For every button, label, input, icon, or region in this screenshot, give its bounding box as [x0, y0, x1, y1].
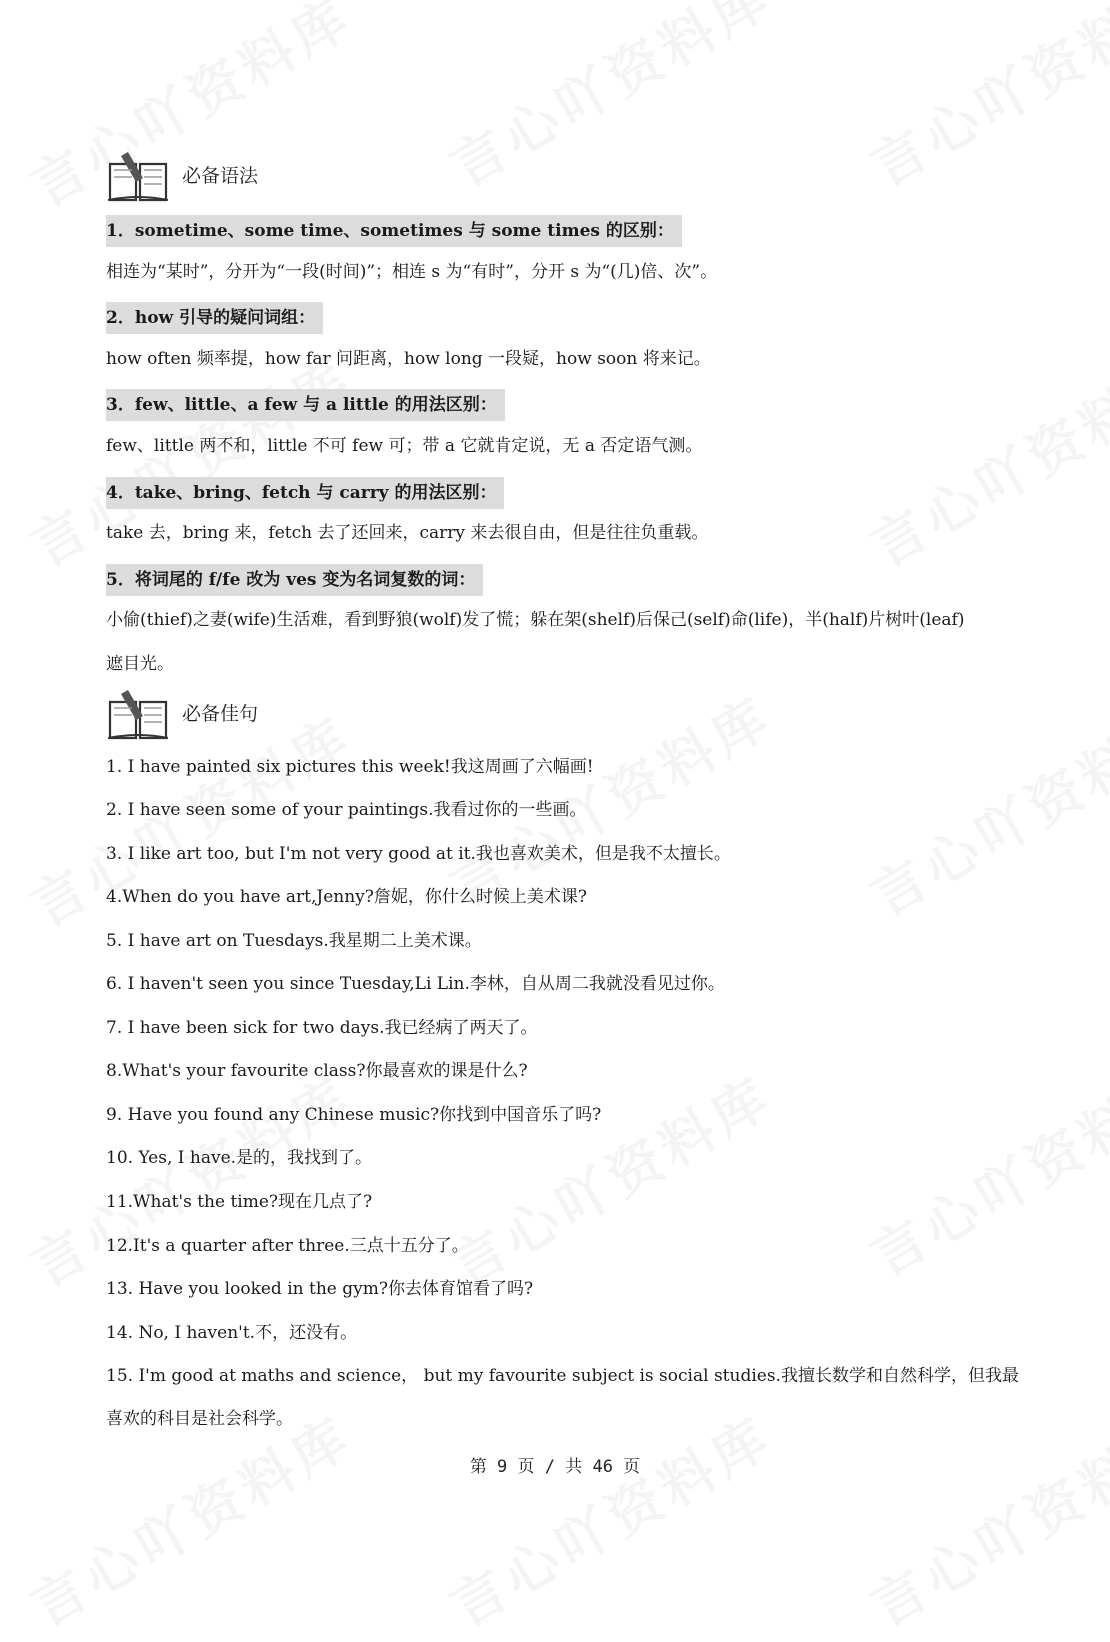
sentence-item: 14. No, I haven't.不，还没有。: [106, 1323, 358, 1343]
page-number: 第 9 页 / 共 46 页: [469, 1457, 641, 1477]
sentence-item: 3. I like art too, but I'm not very good at it.我也喜欢美术，但是我不太擅长。: [106, 844, 731, 864]
sentence-item: 喜欢的科目是社会科学。: [106, 1409, 293, 1429]
watermark: [15, 1395, 365, 1642]
grammar-text: few、little 两不和，little 不可 few 可；带 a 它就肯定说，无 a 否定语气测。: [106, 436, 703, 456]
grammar-heading: 2．how 引导的疑问词组：: [106, 302, 323, 334]
grammar-text: 遮目光。: [106, 654, 174, 674]
watermark: [855, 1045, 1110, 1292]
grammar-text: how often 频率提，how far 问距离，how long 一段疑，how soon 将来记。: [106, 349, 711, 369]
grammar-section-header: [106, 150, 258, 204]
sentence-item: 10. Yes, I have.是的，我找到了。: [106, 1148, 373, 1168]
sentence-item: 4.When do you have art,Jenny?詹妮，你什么时候上美术课?: [106, 887, 588, 907]
sentence-item: 2. I have seen some of your paintings.我看过你的一些画。: [106, 800, 587, 820]
grammar-heading: 5．将词尾的 f/fe 改为 ves 变为名词复数的词：: [106, 564, 483, 596]
sentence-item: 6. I haven't seen you since Tuesday,Li Lin.李林，自从周二我就没看见过你。: [106, 974, 725, 994]
book-pencil-icon: [106, 150, 170, 204]
grammar-heading: 1．sometime、some time、sometimes 与 some times 的区别：: [106, 215, 682, 247]
watermark: [15, 1055, 365, 1302]
sentences-section-header: [106, 688, 258, 742]
section-title: 必备语法: [182, 165, 259, 187]
grammar-text: take 去，bring 来，fetch 去了还回来，carry 来去很自由，但是往往负重载。: [106, 523, 709, 543]
sentence-item: 15. I'm good at maths and science， but my favourite subject is social studies.我擅长数学和自然科学，但我最: [106, 1366, 1019, 1386]
grammar-text: 相连为“某时”，分开为“一段(时间)”；相连 s 为“有时”，分开 s 为“(几)倍、次”。: [106, 262, 718, 282]
grammar-text: 小偷(thief)之妻(wife)生活难，看到野狼(wolf)发了慌；躲在架(shelf)后保己(self)命(life)，半(half)片树叶(leaf): [106, 610, 965, 630]
section-title: 必备佳句: [182, 703, 259, 725]
watermark: [435, 1395, 785, 1642]
watermark: [855, 685, 1110, 932]
sentence-item: 9. Have you found any Chinese music?你找到中国音乐了吗?: [106, 1105, 602, 1125]
watermark: [855, 0, 1110, 202]
sentence-item: 13. Have you looked in the gym?你去体育馆看了吗?: [106, 1279, 534, 1299]
sentence-item: 12.It's a quarter after three.三点十五分了。: [106, 1236, 469, 1256]
sentence-item: 8.What's your favourite class?你最喜欢的课是什么?: [106, 1061, 528, 1081]
sentence-item: 7. I have been sick for two days.我已经病了两天了。: [106, 1018, 538, 1038]
book-pencil-icon: [106, 688, 170, 742]
grammar-heading: 4．take、bring、fetch 与 carry 的用法区别：: [106, 477, 504, 509]
watermark: [855, 1395, 1110, 1642]
watermark: [435, 1055, 785, 1302]
watermark: [855, 335, 1110, 582]
grammar-heading: 3．few、little、a few 与 a little 的用法区别：: [106, 389, 505, 421]
watermark: [435, 0, 785, 202]
sentence-item: 1. I have painted six pictures this week!我这周画了六幅画!: [106, 757, 594, 777]
sentence-item: 5. I have art on Tuesdays.我星期二上美术课。: [106, 931, 482, 951]
sentence-item: 11.What's the time?现在几点了?: [106, 1192, 373, 1212]
